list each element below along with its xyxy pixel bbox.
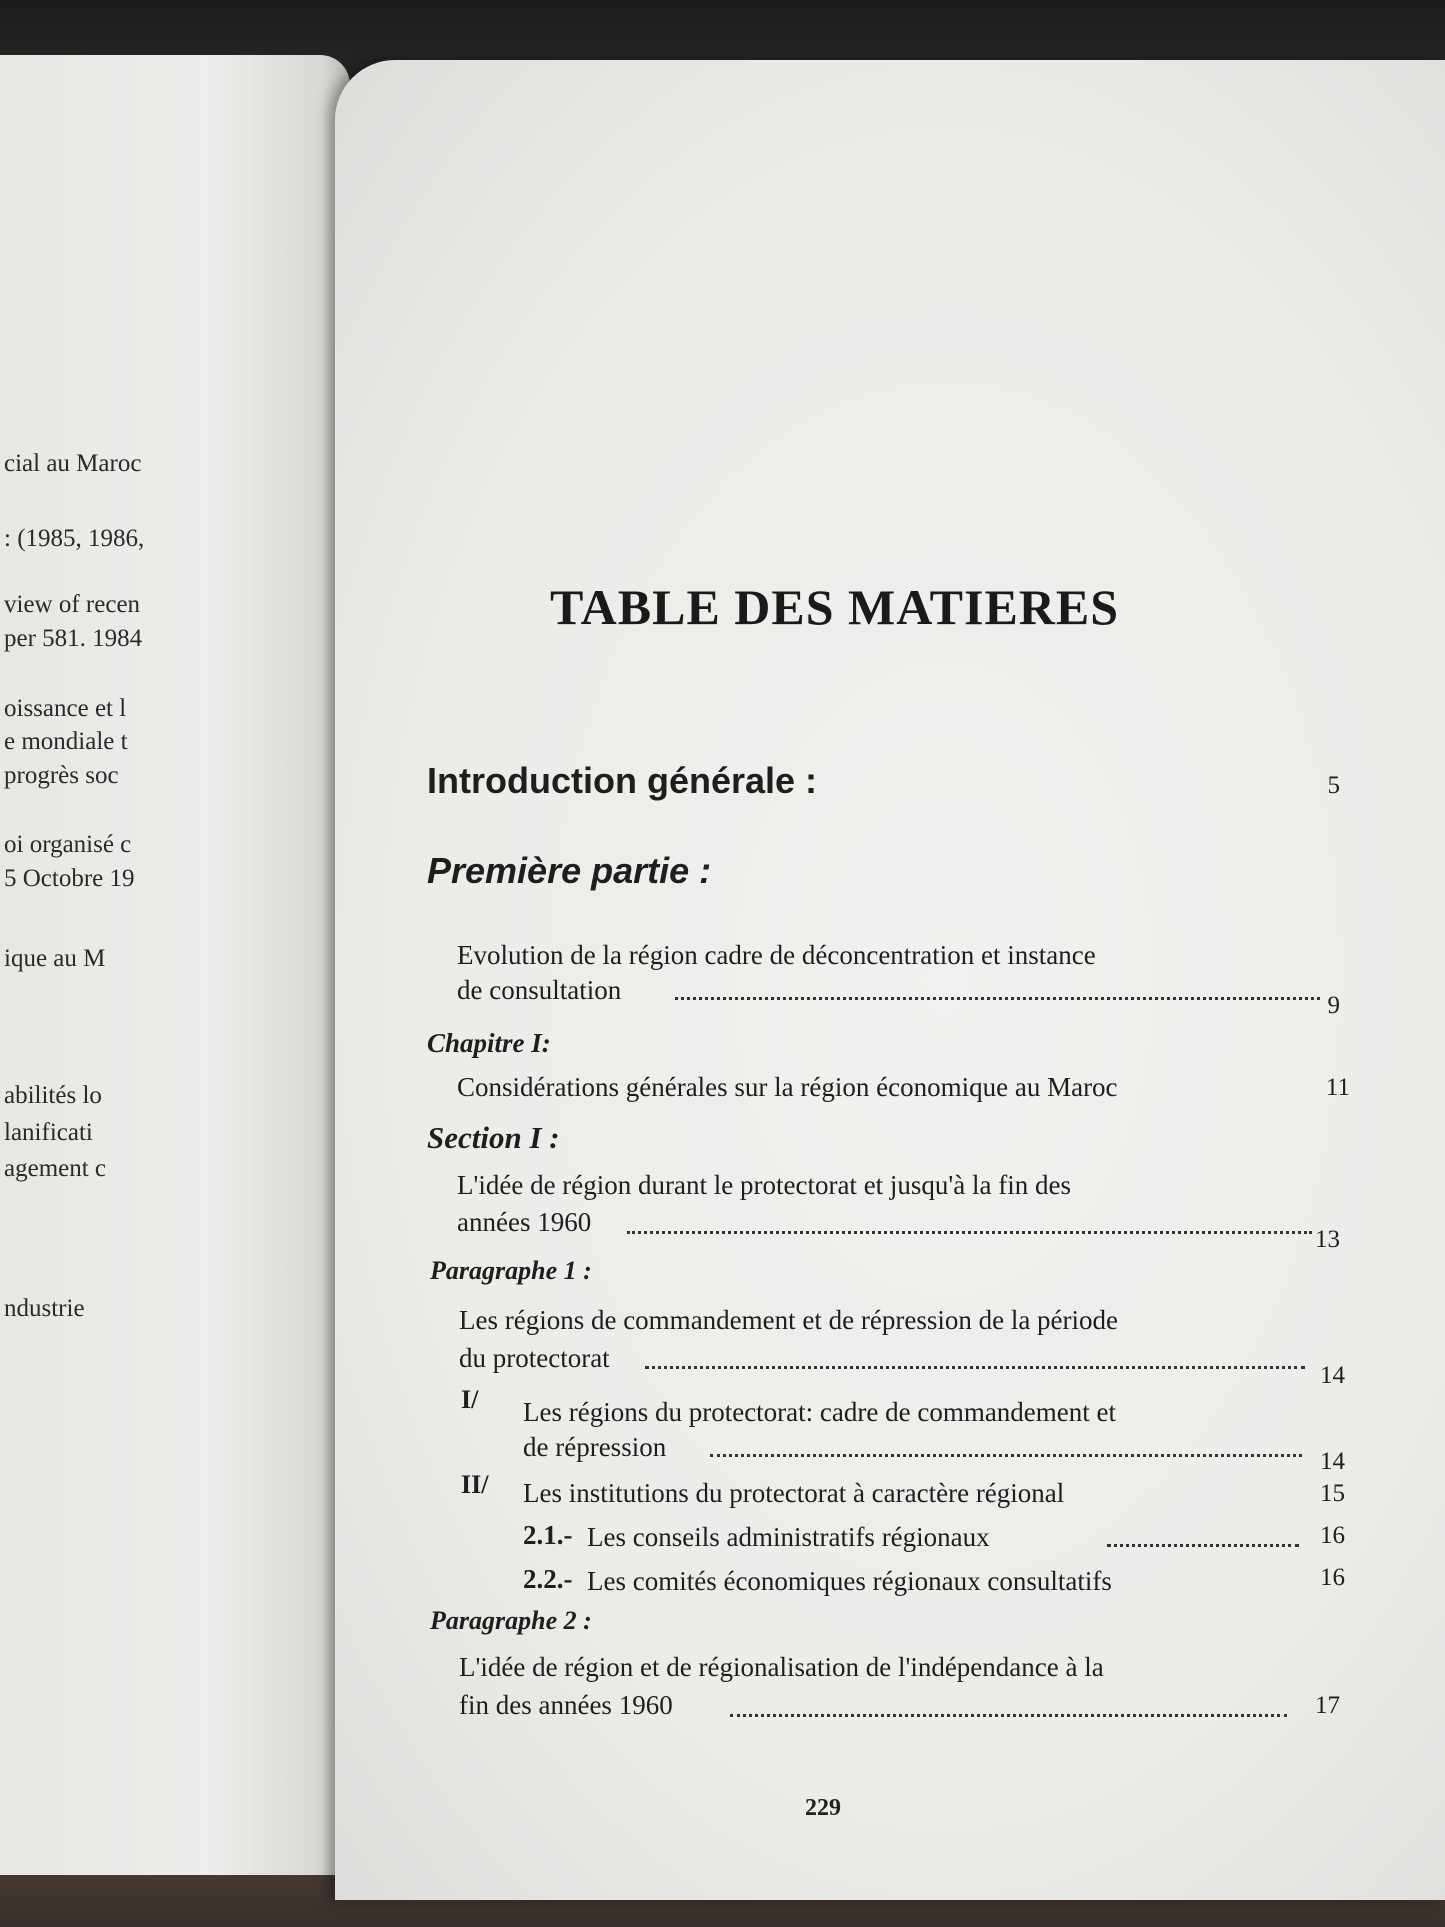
left-fragment: view of recen (4, 591, 141, 618)
toc-entry-regions-commandement-line1: Les régions de commandement et de répression de la période (459, 1305, 1119, 1335)
left-fragment: oi organisé c (4, 831, 132, 858)
page-ref: 16 (1320, 1564, 1345, 1591)
left-fragment: ndustrie (4, 1295, 85, 1322)
toc-section-heading: Section I : (427, 1120, 560, 1155)
toc-numeral: II/ (461, 1470, 489, 1499)
right-page (335, 60, 1445, 1900)
leader-dots (1107, 1540, 1299, 1547)
toc-subnumber: 2.1.- (523, 1520, 573, 1550)
page-ref: 14 (1320, 1448, 1345, 1475)
page-ref: 15 (1320, 1480, 1345, 1507)
toc-entry-item-ii: Les institutions du protectorat à caractère régional (523, 1478, 1065, 1508)
left-fragment: e mondiale t (4, 728, 128, 755)
leader-dots (710, 1450, 1302, 1457)
leader-dots (627, 1227, 1312, 1234)
page-ref: 17 (1315, 1692, 1340, 1719)
left-fragment: 5 Octobre 19 (4, 865, 135, 892)
page-number: 229 (805, 1795, 841, 1821)
page-ref: 11 (1325, 1074, 1350, 1101)
left-fragment: ique au M (4, 945, 106, 972)
toc-entry-evolution-line2: de consultation (457, 975, 622, 1005)
left-fragment: per 581. 1984 (4, 625, 143, 652)
toc-entry-considerations: Considérations générales sur la région économique au Maroc (457, 1072, 1118, 1102)
left-fragment: agement c (4, 1155, 107, 1182)
left-page (0, 55, 350, 1875)
toc-entry-idee-region-line1: L'idée de région durant le protectorat et jusqu'à la fin des (457, 1170, 1071, 1200)
page-ref: 16 (1320, 1522, 1345, 1549)
toc-entry-regions-commandement-line2: du protectorat (459, 1343, 610, 1373)
toc-entry-evolution-line1: Evolution de la région cadre de déconcentration et instance (457, 940, 1096, 970)
leader-dots (675, 993, 1320, 1000)
left-fragment: cial au Maroc (4, 450, 142, 477)
toc-entry-item-i-line1: Les régions du protectorat: cadre de commandement et (523, 1397, 1117, 1427)
toc-entry-2-2: Les comités économiques régionaux consultatifs (587, 1566, 1112, 1596)
left-fragment: abilités lo (4, 1082, 102, 1109)
page-ref: 14 (1320, 1362, 1345, 1389)
toc-title: TABLE DES MATIERES (550, 579, 1120, 635)
toc-numeral: I/ (461, 1385, 479, 1414)
page-ref: 13 (1315, 1226, 1340, 1253)
toc-entry-idee-regionalisation-line1: L'idée de région et de régionalisation de l'indépendance à la (459, 1652, 1104, 1682)
left-fragment: progrès soc (4, 762, 119, 789)
toc-entry-idee-regionalisation-line2: fin des années 1960 (459, 1690, 673, 1720)
toc-chapter-heading: Chapitre I: (427, 1028, 551, 1058)
toc-paragraph-heading: Paragraphe 1 : (430, 1256, 592, 1285)
toc-part-heading: Première partie : (427, 850, 712, 891)
left-fragment: : (1985, 1986, (4, 525, 145, 552)
toc-entry-introduction: Introduction générale : (427, 760, 818, 801)
leader-dots (645, 1362, 1305, 1369)
left-fragment: oissance et l (4, 695, 127, 722)
toc-entry-2-1: Les conseils administratifs régionaux (587, 1522, 990, 1552)
leader-dots (730, 1710, 1287, 1717)
page-ref: 5 (1327, 772, 1340, 799)
left-fragment: lanificati (4, 1119, 93, 1146)
toc-subnumber: 2.2.- (523, 1564, 573, 1594)
toc-entry-item-i-line2: de répression (523, 1432, 667, 1462)
toc-entry-idee-region-line2: années 1960 (457, 1207, 592, 1237)
toc-paragraph-heading: Paragraphe 2 : (430, 1606, 592, 1635)
page-ref: 9 (1327, 992, 1340, 1019)
